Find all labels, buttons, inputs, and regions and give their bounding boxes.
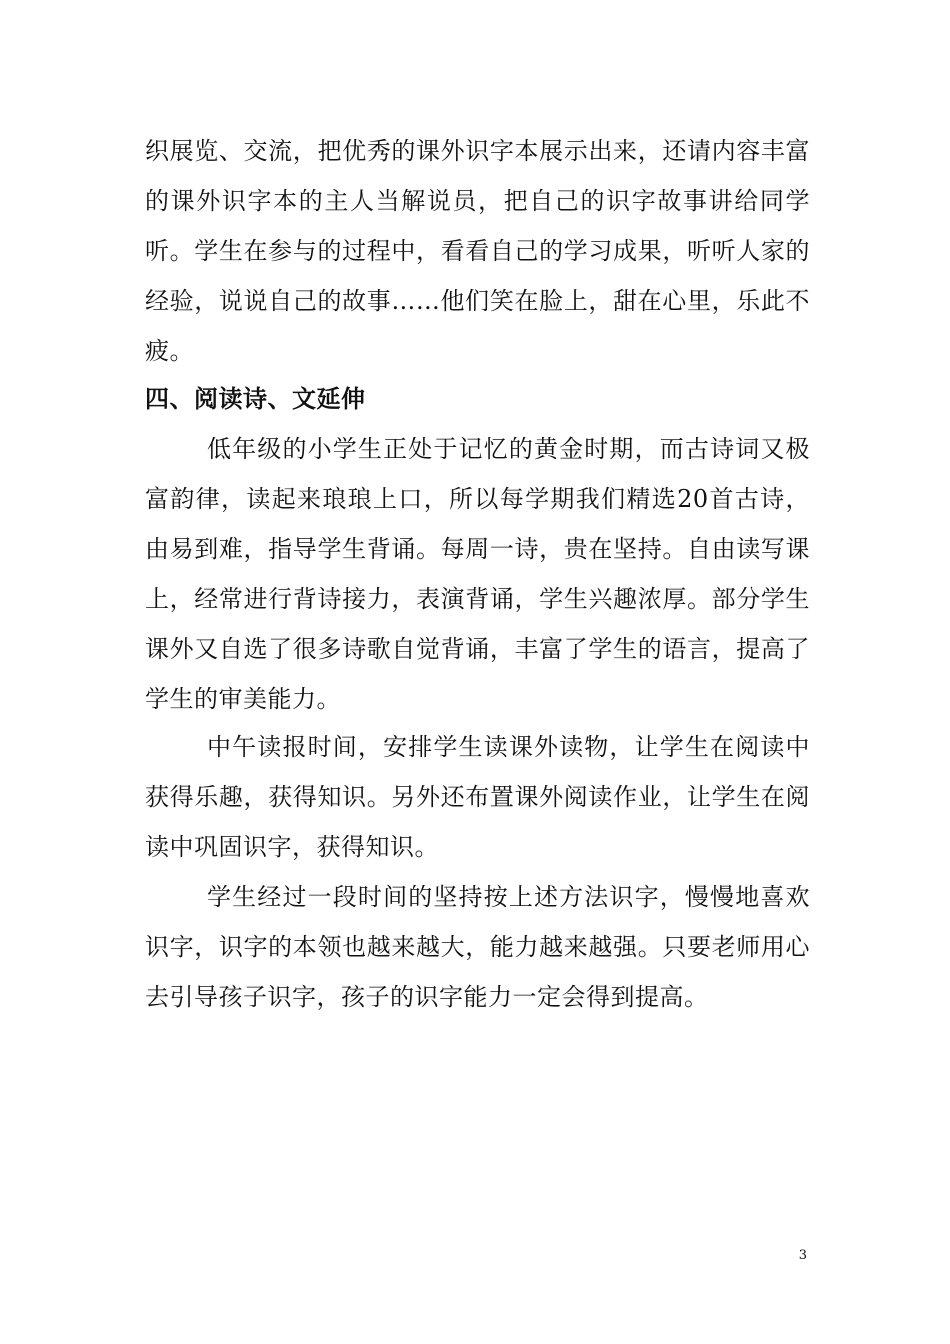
paragraph-text: 中午读报时间，安排学生读课外读物，让学生在阅读中获得乐趣，获得知识。另外还布置课外阅读作业，让学生在阅读中巩固识字，获得知识。 [145, 733, 810, 861]
paragraph-poetry-reading [145, 424, 810, 724]
paragraph-text: 低年级的小学生正处于记忆的黄金时期，而古诗词又极富韵律，读起来琅琅上口，所以每学期我们精选20首古诗，由易到难，指导学生背诵。每周一诗，贵在坚持。自由读写课上，经常进行背诗接力，表演背诵，学生兴趣浓厚。部分学生课外又自选了很多诗歌自觉背诵，丰富了学生的语言，提高了学生的审美能力。 [145, 435, 810, 713]
paragraph-text: 学生经过一段时间的坚持按上述方法识字，慢慢地喜欢识字，识字的本领也越来越大，能力越来越强。只要老师用心去引导孩子识字，孩子的识字能力一定会得到提高。 [145, 883, 810, 1011]
paragraph-conclusion [145, 872, 810, 1022]
paragraph-text: 织展览、交流，把优秀的课外识字本展示出来，还请内容丰富的课外识字本的主人当解说员，把自己的识字故事讲给同学听。学生在参与的过程中，看看自己的学习成果，听听人家的经验，说说自己的故事……他们笑在脸上，甜在心里，乐此不疲。 [145, 137, 810, 365]
paragraph-continued [145, 126, 810, 376]
section-heading: 四、阅读诗、文延伸 [145, 385, 366, 413]
paragraph-noon-reading [145, 722, 810, 872]
page-number: 3 [798, 1248, 807, 1263]
